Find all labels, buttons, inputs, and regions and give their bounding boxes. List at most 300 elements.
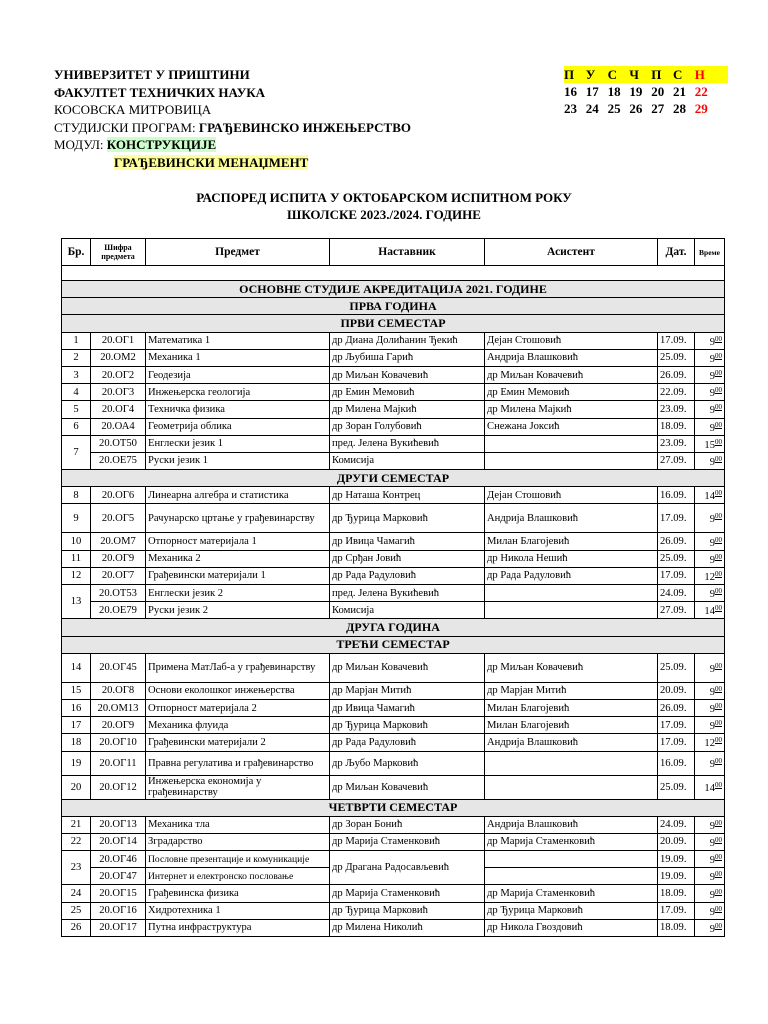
cell-teacher: др Љубиша Гарић xyxy=(330,349,485,366)
cell-no: 10 xyxy=(62,533,91,550)
cell-subject: Хидротехника 1 xyxy=(146,902,330,919)
time-minutes: 00 xyxy=(715,887,722,896)
cell-no: 14 xyxy=(62,653,91,682)
cell-teacher: др Наташа Контрец xyxy=(330,487,485,504)
cell-teacher: пред. Јелена Вукићевић xyxy=(330,585,485,602)
cell-no: 11 xyxy=(62,550,91,567)
cell-time xyxy=(695,366,725,383)
module-line-2 xyxy=(54,154,411,172)
cell-subject: Механика тла xyxy=(146,816,330,833)
cell-time xyxy=(695,585,725,602)
cell-subject: Механика 1 xyxy=(146,349,330,366)
col-header-date: Дат. xyxy=(658,239,695,266)
cell-date: 24.09. xyxy=(658,816,695,833)
cell-code: 20.ОГ2 xyxy=(91,366,146,383)
cell-code: 20.ОГ12 xyxy=(91,775,146,799)
time-hour: 9 xyxy=(709,405,715,417)
cell-time xyxy=(695,533,725,550)
time-minutes: 00 xyxy=(715,921,722,930)
time-hour: 9 xyxy=(709,388,715,400)
cell-date: 18.09. xyxy=(658,885,695,902)
col-header-time: Време xyxy=(695,239,725,266)
cell-subject: Геодезија xyxy=(146,366,330,383)
cell-subject: Отпорност материјала 2 xyxy=(146,699,330,716)
cell-subject: Инжењерска геологија xyxy=(146,384,330,401)
time-hour: 9 xyxy=(709,837,715,849)
cell-no: 13 xyxy=(62,585,91,619)
section-semester-2 xyxy=(62,470,725,487)
cell-subject: Правна регулатива и грађевинарство xyxy=(146,751,330,775)
section-semester-1 xyxy=(62,315,725,332)
calendar-day: 23 xyxy=(564,101,577,116)
cell-time xyxy=(695,487,725,504)
cell-teacher: др Милена Мајкић xyxy=(330,401,485,418)
section-year-2 xyxy=(62,619,725,636)
cell-subject: Отпорност материјала 1 xyxy=(146,533,330,550)
time-hour: 9 xyxy=(709,721,715,733)
calendar-weekdays xyxy=(564,66,728,83)
cell-subject: Енглески језик 2 xyxy=(146,585,330,602)
cell-assistant xyxy=(485,452,658,469)
cell-assistant: Милан Благојевић xyxy=(485,533,658,550)
cell-no: 24 xyxy=(62,885,91,902)
cell-date: 17.09. xyxy=(658,567,695,584)
cell-no: 21 xyxy=(62,816,91,833)
cell-assistant xyxy=(485,751,658,775)
cell-code: 20.ОГ11 xyxy=(91,751,146,775)
cell-no: 5 xyxy=(62,401,91,418)
cell-teacher: др Ђурица Марковић xyxy=(330,902,485,919)
cell-assistant xyxy=(485,602,658,619)
cell-date: 26.09. xyxy=(658,699,695,716)
schedule-subtitle: ШКОЛСКЕ 2023./2024. ГОДИНЕ xyxy=(287,207,481,222)
time-hour: 14 xyxy=(704,783,715,794)
table-row xyxy=(62,567,725,584)
cell-code: 20.ОГ17 xyxy=(91,919,146,936)
time-minutes: 00 xyxy=(715,437,722,446)
cell-code: 20.ОГ8 xyxy=(91,682,146,699)
table-row xyxy=(62,775,725,799)
calendar-week-1 xyxy=(564,83,728,100)
time-hour: 15 xyxy=(704,439,715,451)
study-program xyxy=(54,119,411,137)
table-row xyxy=(62,533,725,550)
cell-time xyxy=(695,902,725,919)
cell-code: 20.ОЕ75 xyxy=(91,452,146,469)
cell-subject: Механика флуида xyxy=(146,717,330,734)
cell-time xyxy=(695,504,725,533)
time-hour: 9 xyxy=(709,353,715,365)
cell-date: 17.09. xyxy=(658,734,695,751)
section-label: ТРЕЋИ СЕМЕСТАР xyxy=(62,636,725,653)
table-body xyxy=(62,266,725,937)
program-label: СТУДИЈСКИ ПРОГРАМ: xyxy=(54,119,199,135)
cell-no: 8 xyxy=(62,487,91,504)
cell-date: 17.09. xyxy=(658,902,695,919)
cell-teacher: др Милена Николић xyxy=(330,919,485,936)
col-header-code: Шифра предмета xyxy=(91,239,146,266)
time-minutes: 00 xyxy=(715,904,722,913)
time-hour: 9 xyxy=(709,704,715,716)
cell-time xyxy=(695,332,725,349)
cell-assistant: Милан Благојевић xyxy=(485,699,658,716)
time-hour: 9 xyxy=(709,371,715,383)
table-row xyxy=(62,919,725,936)
cell-time xyxy=(695,885,725,902)
time-hour: 9 xyxy=(709,422,715,434)
time-minutes: 00 xyxy=(715,369,722,378)
cell-time xyxy=(695,602,725,619)
calendar-day: 28 xyxy=(672,101,686,116)
cell-code: 20.ОМ7 xyxy=(91,533,146,550)
cell-teacher: др Марјан Митић xyxy=(330,682,485,699)
calendar-day: 24 xyxy=(585,101,599,116)
cell-time xyxy=(695,418,725,435)
table-row xyxy=(62,452,725,469)
cell-date: 20.09. xyxy=(658,682,695,699)
cell-no: 18 xyxy=(62,734,91,751)
section-semester-4 xyxy=(62,799,725,816)
time-hour: 9 xyxy=(709,589,715,601)
cell-no: 7 xyxy=(62,435,91,469)
calendar-day: 16 xyxy=(564,84,577,99)
time-minutes: 00 xyxy=(715,351,722,360)
cell-time xyxy=(695,775,725,799)
cell-date: 25.09. xyxy=(658,653,695,682)
calendar-day-sunday: 29 xyxy=(694,101,708,116)
cell-no: 20 xyxy=(62,775,91,799)
section-year-1 xyxy=(62,298,725,315)
table-row xyxy=(62,653,725,682)
cell-code: 20.ОГ16 xyxy=(91,902,146,919)
table-row xyxy=(62,602,725,619)
cell-time xyxy=(695,567,725,584)
weekday-sunday: Н xyxy=(695,66,717,83)
cell-code: 20.ОГ15 xyxy=(91,885,146,902)
cell-time xyxy=(695,653,725,682)
cell-date: 22.09. xyxy=(658,384,695,401)
cell-code: 20.ОЕ79 xyxy=(91,602,146,619)
table-row xyxy=(62,435,725,452)
cell-no: 17 xyxy=(62,717,91,734)
table-row xyxy=(62,885,725,902)
weekday: П xyxy=(651,66,673,83)
weekday: С xyxy=(673,66,695,83)
weekday: П xyxy=(564,66,586,83)
section-accreditation xyxy=(62,281,725,298)
cell-assistant: др Миљан Ковачевић xyxy=(485,366,658,383)
cell-subject: Пословне презентације и комуникације xyxy=(146,851,330,868)
cell-time xyxy=(695,682,725,699)
time-minutes: 00 xyxy=(715,835,722,844)
table-row xyxy=(62,332,725,349)
cell-code: 20.ОМ2 xyxy=(91,349,146,366)
col-header-subject: Предмет xyxy=(146,239,330,266)
cell-assistant: Милан Благојевић xyxy=(485,717,658,734)
table-row xyxy=(62,833,725,850)
time-hour: 12 xyxy=(704,738,715,750)
time-hour: 9 xyxy=(709,554,715,566)
cell-date: 17.09. xyxy=(658,504,695,533)
cell-teacher: пред. Јелена Вукићевић xyxy=(330,435,485,452)
cell-subject: Примена МатЛаб-а у грађевинарству xyxy=(146,653,330,682)
cell-assistant: др Миљан Ковачевић xyxy=(485,653,658,682)
cell-assistant: др Рада Радуловић xyxy=(485,567,658,584)
cell-no: 12 xyxy=(62,567,91,584)
cell-code: 20.ОГ13 xyxy=(91,816,146,833)
time-minutes: 00 xyxy=(715,870,722,879)
cell-no: 26 xyxy=(62,919,91,936)
cell-teacher: др Миљан Ковачевић xyxy=(330,653,485,682)
cell-time xyxy=(695,384,725,401)
cell-assistant: др Никола Нешић xyxy=(485,550,658,567)
cell-teacher: др Ђурица Марковић xyxy=(330,504,485,533)
cell-time xyxy=(695,816,725,833)
table-row xyxy=(62,902,725,919)
section-label: ДРУГИ СЕМЕСТАР xyxy=(62,470,725,487)
cell-date: 26.09. xyxy=(658,533,695,550)
calendar-day: 18 xyxy=(607,84,621,99)
cell-date: 25.09. xyxy=(658,775,695,799)
cell-assistant: др Ђурица Марковић xyxy=(485,902,658,919)
time-hour: 9 xyxy=(709,514,715,526)
cell-teacher: др Миљан Ковачевић xyxy=(330,366,485,383)
module-label: МОДУЛ: xyxy=(54,137,107,152)
cell-code: 20.ОГ7 xyxy=(91,567,146,584)
university-name: УНИВЕРЗИТЕТ У ПРИШТИНИ xyxy=(54,67,250,82)
cell-date: 24.09. xyxy=(658,585,695,602)
cell-teacher: др Ивица Чамагић xyxy=(330,699,485,716)
time-hour: 14 xyxy=(704,606,715,618)
time-minutes: 00 xyxy=(715,535,722,544)
cell-code: 20.ОГ5 xyxy=(91,504,146,533)
cell-code: 20.ОГ9 xyxy=(91,550,146,567)
cell-time xyxy=(695,833,725,850)
cell-assistant xyxy=(485,435,658,452)
section-label: ОСНОВНЕ СТУДИЈЕ АКРЕДИТАЦИЈА 2021. ГОДИНЕ xyxy=(62,281,725,298)
cell-no: 25 xyxy=(62,902,91,919)
cell-assistant xyxy=(485,868,658,885)
time-minutes: 00 xyxy=(715,489,722,498)
cell-subject: Математика 1 xyxy=(146,332,330,349)
cell-assistant: Дејан Стошовић xyxy=(485,487,658,504)
cell-assistant xyxy=(485,585,658,602)
cell-teacher: др Рада Радуловић xyxy=(330,734,485,751)
cell-date: 17.09. xyxy=(658,332,695,349)
cell-time xyxy=(695,919,725,936)
time-minutes: 00 xyxy=(715,719,722,728)
cell-date: 27.09. xyxy=(658,602,695,619)
table-row xyxy=(62,682,725,699)
cell-no: 3 xyxy=(62,366,91,383)
cell-teacher: Комисија xyxy=(330,452,485,469)
cell-subject: Грађевинска физика xyxy=(146,885,330,902)
cell-date: 26.09. xyxy=(658,366,695,383)
cell-subject: Механика 2 xyxy=(146,550,330,567)
program-value: ГРАЂЕВИНСКО ИНЖЕЊЕРСТВО xyxy=(198,119,411,135)
cell-subject: Линеарна алгебра и статистика xyxy=(146,487,330,504)
calendar-day: 25 xyxy=(607,101,621,116)
section-label: ДРУГА ГОДИНА xyxy=(62,619,725,636)
time-minutes: 00 xyxy=(715,604,722,613)
time-hour: 9 xyxy=(709,336,715,348)
cell-subject: Техничка физика xyxy=(146,401,330,418)
time-hour: 9 xyxy=(709,906,715,918)
table-row xyxy=(62,418,725,435)
cell-subject: Основи еколошког инжењерства xyxy=(146,682,330,699)
time-minutes: 00 xyxy=(715,757,722,765)
cell-assistant: др Марија Стаменковић xyxy=(485,885,658,902)
cell-assistant: Андрија Влашковић xyxy=(485,816,658,833)
cell-subject: Зградарство xyxy=(146,833,330,850)
cell-assistant: др Марија Стаменковић xyxy=(485,833,658,850)
table-row xyxy=(62,699,725,716)
cell-no: 23 xyxy=(62,851,91,885)
module xyxy=(54,136,411,154)
cell-assistant: Андрија Влашковић xyxy=(485,734,658,751)
city-name: КОСОВСКА МИТРОВИЦА xyxy=(54,102,212,117)
cell-no: 9 xyxy=(62,504,91,533)
time-minutes: 00 xyxy=(715,684,722,693)
cell-subject: Грађевински материјали 1 xyxy=(146,567,330,584)
cell-assistant: Андрија Влашковић xyxy=(485,504,658,533)
time-minutes: 00 xyxy=(715,386,722,395)
time-minutes: 00 xyxy=(715,853,722,862)
table-row xyxy=(62,851,725,868)
time-minutes: 00 xyxy=(715,569,722,578)
cell-no: 6 xyxy=(62,418,91,435)
table-row xyxy=(62,349,725,366)
cell-teacher: др Емин Мемовић xyxy=(330,384,485,401)
cell-date: 23.09. xyxy=(658,401,695,418)
section-label: ПРВА ГОДИНА xyxy=(62,298,725,315)
table-row xyxy=(62,816,725,833)
cell-date: 18.09. xyxy=(658,418,695,435)
time-hour: 9 xyxy=(709,686,715,698)
cell-subject: Грађевински материјали 2 xyxy=(146,734,330,751)
cell-code: 20.ОГ4 xyxy=(91,401,146,418)
time-hour: 9 xyxy=(709,855,715,867)
calendar-day: 17 xyxy=(585,84,599,99)
time-hour: 12 xyxy=(704,571,715,583)
cell-time xyxy=(695,734,725,751)
cell-teacher: др Зоран Бонић xyxy=(330,816,485,833)
weekday: С xyxy=(608,66,630,83)
cell-time xyxy=(695,699,725,716)
table-row xyxy=(62,751,725,775)
cell-code: 20.ОТ50 xyxy=(91,435,146,452)
cell-teacher: др Срђан Јовић xyxy=(330,550,485,567)
cell-date: 18.09. xyxy=(658,919,695,936)
cell-subject: Инжењерска економија у грађевинарству xyxy=(146,775,330,799)
cell-teacher: др Диана Долићанин Ђекић xyxy=(330,332,485,349)
table-header-row xyxy=(62,239,725,266)
faculty-name: ФАКУЛТЕТ ТЕХНИЧКИХ НАУКА xyxy=(54,84,266,100)
cell-code: 20.ОГ45 xyxy=(91,653,146,682)
time-hour: 9 xyxy=(709,889,715,901)
cell-date: 19.09. xyxy=(658,851,695,868)
cell-date: 23.09. xyxy=(658,435,695,452)
cell-subject: Интернет и електронско пословање xyxy=(146,868,330,885)
time-minutes: 00 xyxy=(715,702,722,711)
cell-time xyxy=(695,550,725,567)
weekday: Ч xyxy=(629,66,651,83)
module-value-2: ГРАЂЕВИНСКИ МЕНАЏМЕНТ xyxy=(114,154,309,170)
time-hour: 9 xyxy=(709,663,715,675)
cell-teacher: Комисија xyxy=(330,602,485,619)
cell-time xyxy=(695,717,725,734)
table-row xyxy=(62,366,725,383)
time-minutes: 00 xyxy=(715,781,722,789)
cell-teacher: др Драгана Радосављевић xyxy=(330,851,485,885)
cell-code: 20.ОГ47 xyxy=(91,868,146,885)
cell-no: 22 xyxy=(62,833,91,850)
time-minutes: 00 xyxy=(715,587,722,596)
cell-no: 15 xyxy=(62,682,91,699)
time-minutes: 00 xyxy=(715,403,722,412)
schedule-title: РАСПОРЕД ИСПИТА У ОКТОБАРСКОМ ИСПИТНОМ РОКУ xyxy=(196,190,572,205)
cell-teacher: др Зоран Голубовић xyxy=(330,418,485,435)
cell-date: 16.09. xyxy=(658,751,695,775)
cell-no: 16 xyxy=(62,699,91,716)
calendar-day-sunday: 22 xyxy=(694,84,708,99)
mini-calendar xyxy=(564,66,728,117)
cell-teacher: др Марија Стаменковић xyxy=(330,833,485,850)
cell-code: 20.ОГ46 xyxy=(91,851,146,868)
time-minutes: 00 xyxy=(715,334,722,343)
cell-date: 25.09. xyxy=(658,349,695,366)
time-minutes: 00 xyxy=(715,552,722,561)
table-row xyxy=(62,504,725,533)
time-minutes: 00 xyxy=(715,420,722,429)
cell-time xyxy=(695,435,725,452)
cell-time xyxy=(695,868,725,885)
col-header-teacher: Наставник xyxy=(330,239,485,266)
document-header xyxy=(54,66,411,171)
table-row xyxy=(62,585,725,602)
cell-teacher: др Миљан Ковачевић xyxy=(330,775,485,799)
cell-time xyxy=(695,401,725,418)
cell-code: 20.ОМ13 xyxy=(91,699,146,716)
cell-assistant: др Марјан Митић xyxy=(485,682,658,699)
time-minutes: 00 xyxy=(715,818,722,827)
table-row xyxy=(62,384,725,401)
cell-assistant: др Никола Гвоздовић xyxy=(485,919,658,936)
time-hour: 9 xyxy=(709,456,715,468)
time-hour: 9 xyxy=(709,923,715,935)
table-row xyxy=(62,550,725,567)
cell-date: 19.09. xyxy=(658,868,695,885)
cell-code: 20.ОГ1 xyxy=(91,332,146,349)
cell-no: 2 xyxy=(62,349,91,366)
cell-no: 1 xyxy=(62,332,91,349)
time-hour: 9 xyxy=(709,537,715,549)
cell-subject: Путна инфраструктура xyxy=(146,919,330,936)
time-minutes: 00 xyxy=(715,512,722,521)
cell-code: 20.ОГ10 xyxy=(91,734,146,751)
cell-subject: Енглески језик 1 xyxy=(146,435,330,452)
calendar-day: 19 xyxy=(629,84,643,99)
section-semester-3 xyxy=(62,636,725,653)
cell-date: 17.09. xyxy=(658,717,695,734)
cell-assistant xyxy=(485,851,658,868)
cell-code: 20.ОГ3 xyxy=(91,384,146,401)
cell-teacher: др Љубо Марковић xyxy=(330,751,485,775)
calendar-week-2 xyxy=(564,100,728,117)
cell-date: 25.09. xyxy=(658,550,695,567)
cell-time xyxy=(695,851,725,868)
cell-code: 20.ОГ6 xyxy=(91,487,146,504)
